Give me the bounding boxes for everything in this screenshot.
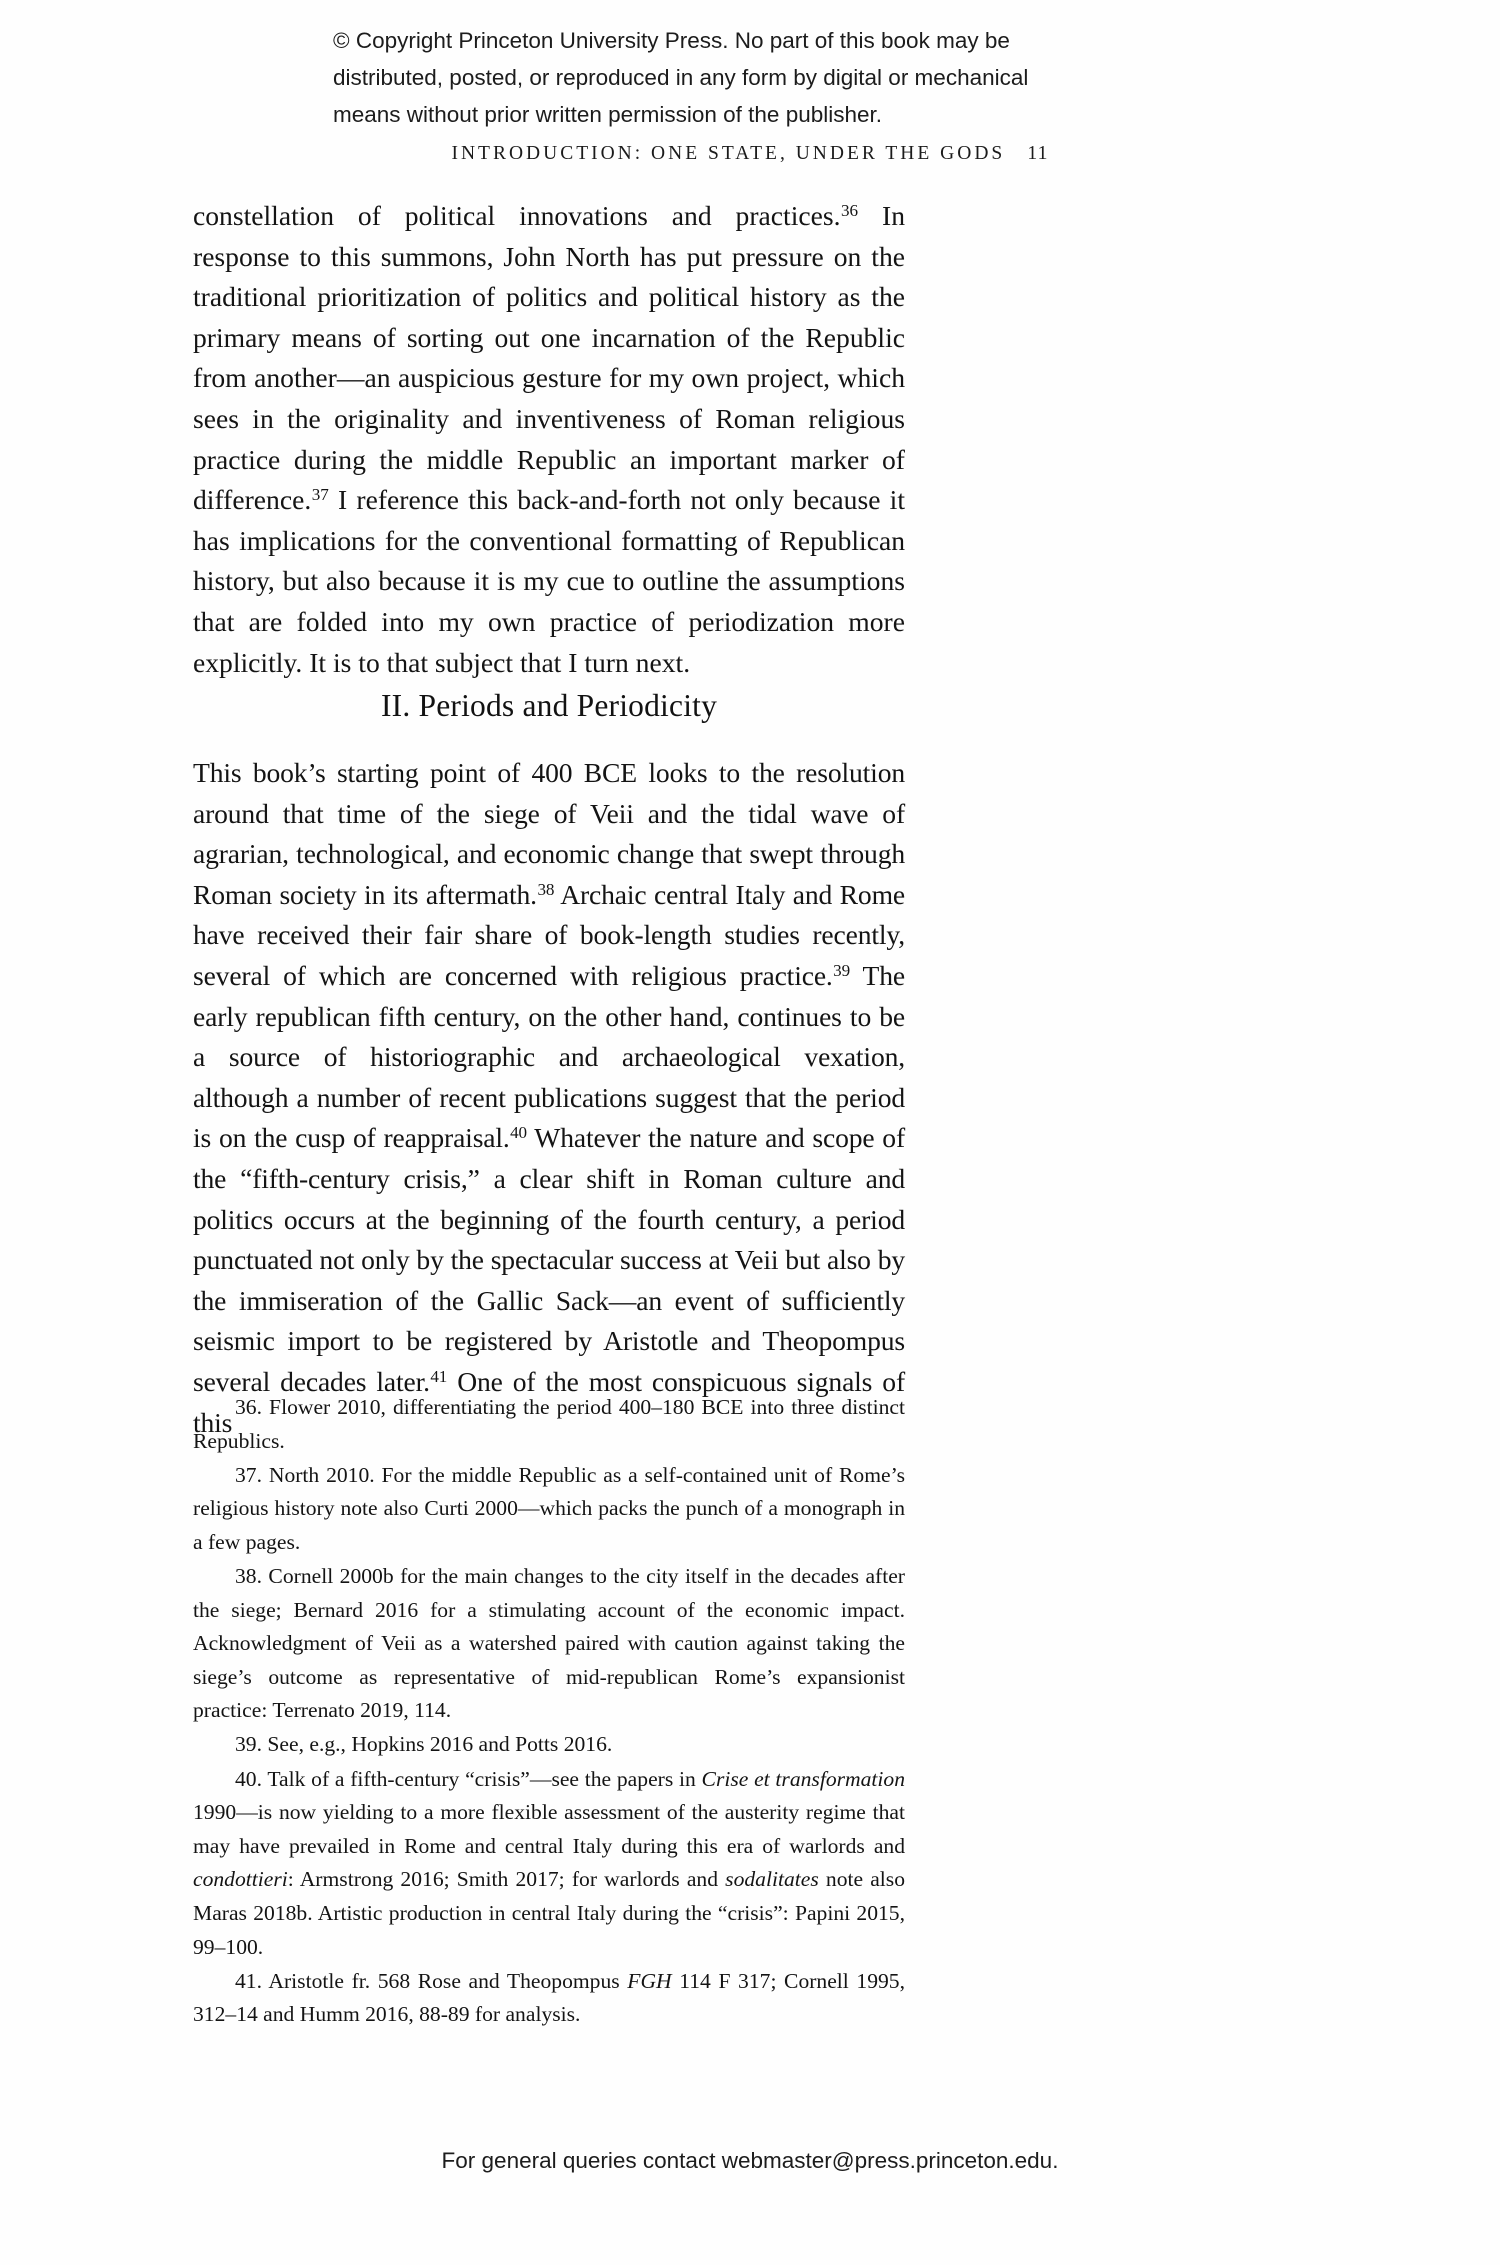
paragraph-2-segment-5: One of the most conspicuous signals of this xyxy=(193,1365,905,1438)
paragraph-1-segment-3: I reference this back-and-forth not only because it has implications for the conventional formatting of Republican history, but also because it is my cue to outline the assumptions that are folded into my own practice of periodization more explicitly. It is to that subject that I turn next. xyxy=(193,484,905,678)
footnote-marker-40[interactable]: 40 xyxy=(510,1123,527,1143)
footnote-38: 38. Cornell 2000b for the main changes to the city itself in the decades after the siege; Bernard 2016 for a stimulating account of the economic impact. Acknowledgment of Veii as a watershed paired with caution against taking the siege’s outcome as representative of mid-republican Rome’s expansionist practice: Terrenato 2019, 114. xyxy=(193,1563,905,1723)
footnote-40-italic-condottieri: condottieri xyxy=(193,1867,288,1892)
footnote-marker-39[interactable]: 39 xyxy=(833,961,850,981)
copyright-notice xyxy=(333,22,1173,133)
footnote-marker-36[interactable]: 36 xyxy=(841,201,859,221)
footnote-41-italic-fgh: FGH xyxy=(627,1968,672,1993)
paragraph-2-segment-2: Archaic central Italy and Rome have received their fair share of book-length studies recently, several of which are concerned with religious practice. xyxy=(193,878,905,991)
footnote-40-segment-3: : Armstrong 2016; Smith 2017; for warlords and xyxy=(287,1867,726,1892)
body-paragraph-2 xyxy=(193,753,905,1443)
paragraph-2-segment-3: The early republican fifth century, on the other hand, continues to be a source of historiographic and archaeological vexation, although a number of recent publications suggest that the period is on the cusp of reappraisal. xyxy=(193,959,905,1154)
copyright-line-2: distributed, posted, or reproduced in any form by digital or mechanical xyxy=(333,65,1029,90)
footer-query-note: For general queries contact webmaster@press.princeton.edu. xyxy=(441,2148,1059,2173)
paragraph-1-segment-1: constellation of political innovations and practices. xyxy=(193,200,841,231)
footnote-marker-38[interactable]: 38 xyxy=(537,879,555,899)
running-head xyxy=(0,142,1500,165)
footnote-37: 37. North 2010. For the middle Republic as a self-contained unit of Rome’s religious history note also Curti 2000—which packs the punch of a monograph in a few pages. xyxy=(193,1462,905,1554)
body-paragraph-1 xyxy=(193,196,905,683)
footnote-40 xyxy=(193,1763,905,1965)
section-heading: II. Periods and Periodicity xyxy=(380,688,718,723)
footnotes-block xyxy=(193,1391,905,2032)
footnote-40-segment-1: 40. Talk of a fifth-century “crisis”—see the papers in xyxy=(235,1766,702,1791)
copyright-line-1: © Copyright Princeton University Press. No part of this book may be xyxy=(333,28,1010,53)
paragraph-2-segment-1: This book’s starting point of 400 BCE looks to the resolution around that time of the siege of Veii and the tidal wave of agrarian, technological, and economic change that swept through Roman society in its aftermath. xyxy=(193,757,905,910)
footnote-41 xyxy=(193,1965,905,2032)
paragraph-2-segment-4: Whatever the nature and scope of the “fifth-century crisis,” a clear shift in Roman culture and politics occurs at the beginning of the fourth century, a period punctuated not only by the spectacular success at Veii but also by the immiseration of the Gallic Sack—an event of sufficiently seismic import to be registered by Aristotle and Theopompus several decades later. xyxy=(193,1122,905,1397)
footnote-40-italic-title: Crise et transformation xyxy=(701,1766,906,1791)
running-head-title: INTRODUCTION: ONE STATE, UNDER THE GODS xyxy=(451,143,1006,164)
footnote-41-segment-2: 114 F 317; Cornell 1995, 312–14 and Humm 2016, 88-89 for analysis. xyxy=(193,1968,905,2027)
copyright-line-3: means without prior written permission of the publisher. xyxy=(333,102,883,127)
footnote-41-segment-1: 41. Aristotle fr. 568 Rose and Theopompus xyxy=(235,1968,628,1993)
footnote-40-segment-2: 1990—is now yielding to a more flexible assessment of the austerity regime that may have prevailed in Rome and central Italy during this era of warlords and xyxy=(193,1800,905,1858)
page-number: 11 xyxy=(1027,142,1049,164)
footnote-39: 39. See, e.g., Hopkins 2016 and Potts 2016. xyxy=(235,1732,613,1757)
body-paragraph-2-wrap xyxy=(193,753,905,1443)
footnote-36: 36. Flower 2010, differentiating the period 400–180 BCE into three distinct Republics. xyxy=(193,1395,905,1453)
footnote-marker-37[interactable]: 37 xyxy=(311,485,329,505)
footnote-marker-41[interactable]: 41 xyxy=(430,1367,448,1387)
paragraph-1-segment-2: In response to this summons, John North has put pressure on the traditional prioritization of politics and political history as the primary means of sorting out one incarnation of the Republic from another—an auspicious gesture for my own project, which sees in the originality and inventiveness of Roman religious practice during the middle Republic an important marker of difference. xyxy=(193,200,906,516)
footnote-40-italic-sodalitates: sodalitates xyxy=(725,1867,819,1892)
footnote-40-segment-4: note also Maras 2018b. Artistic production in central Italy during the “crisis”: Papini 2015, 99–100. xyxy=(193,1867,905,1959)
